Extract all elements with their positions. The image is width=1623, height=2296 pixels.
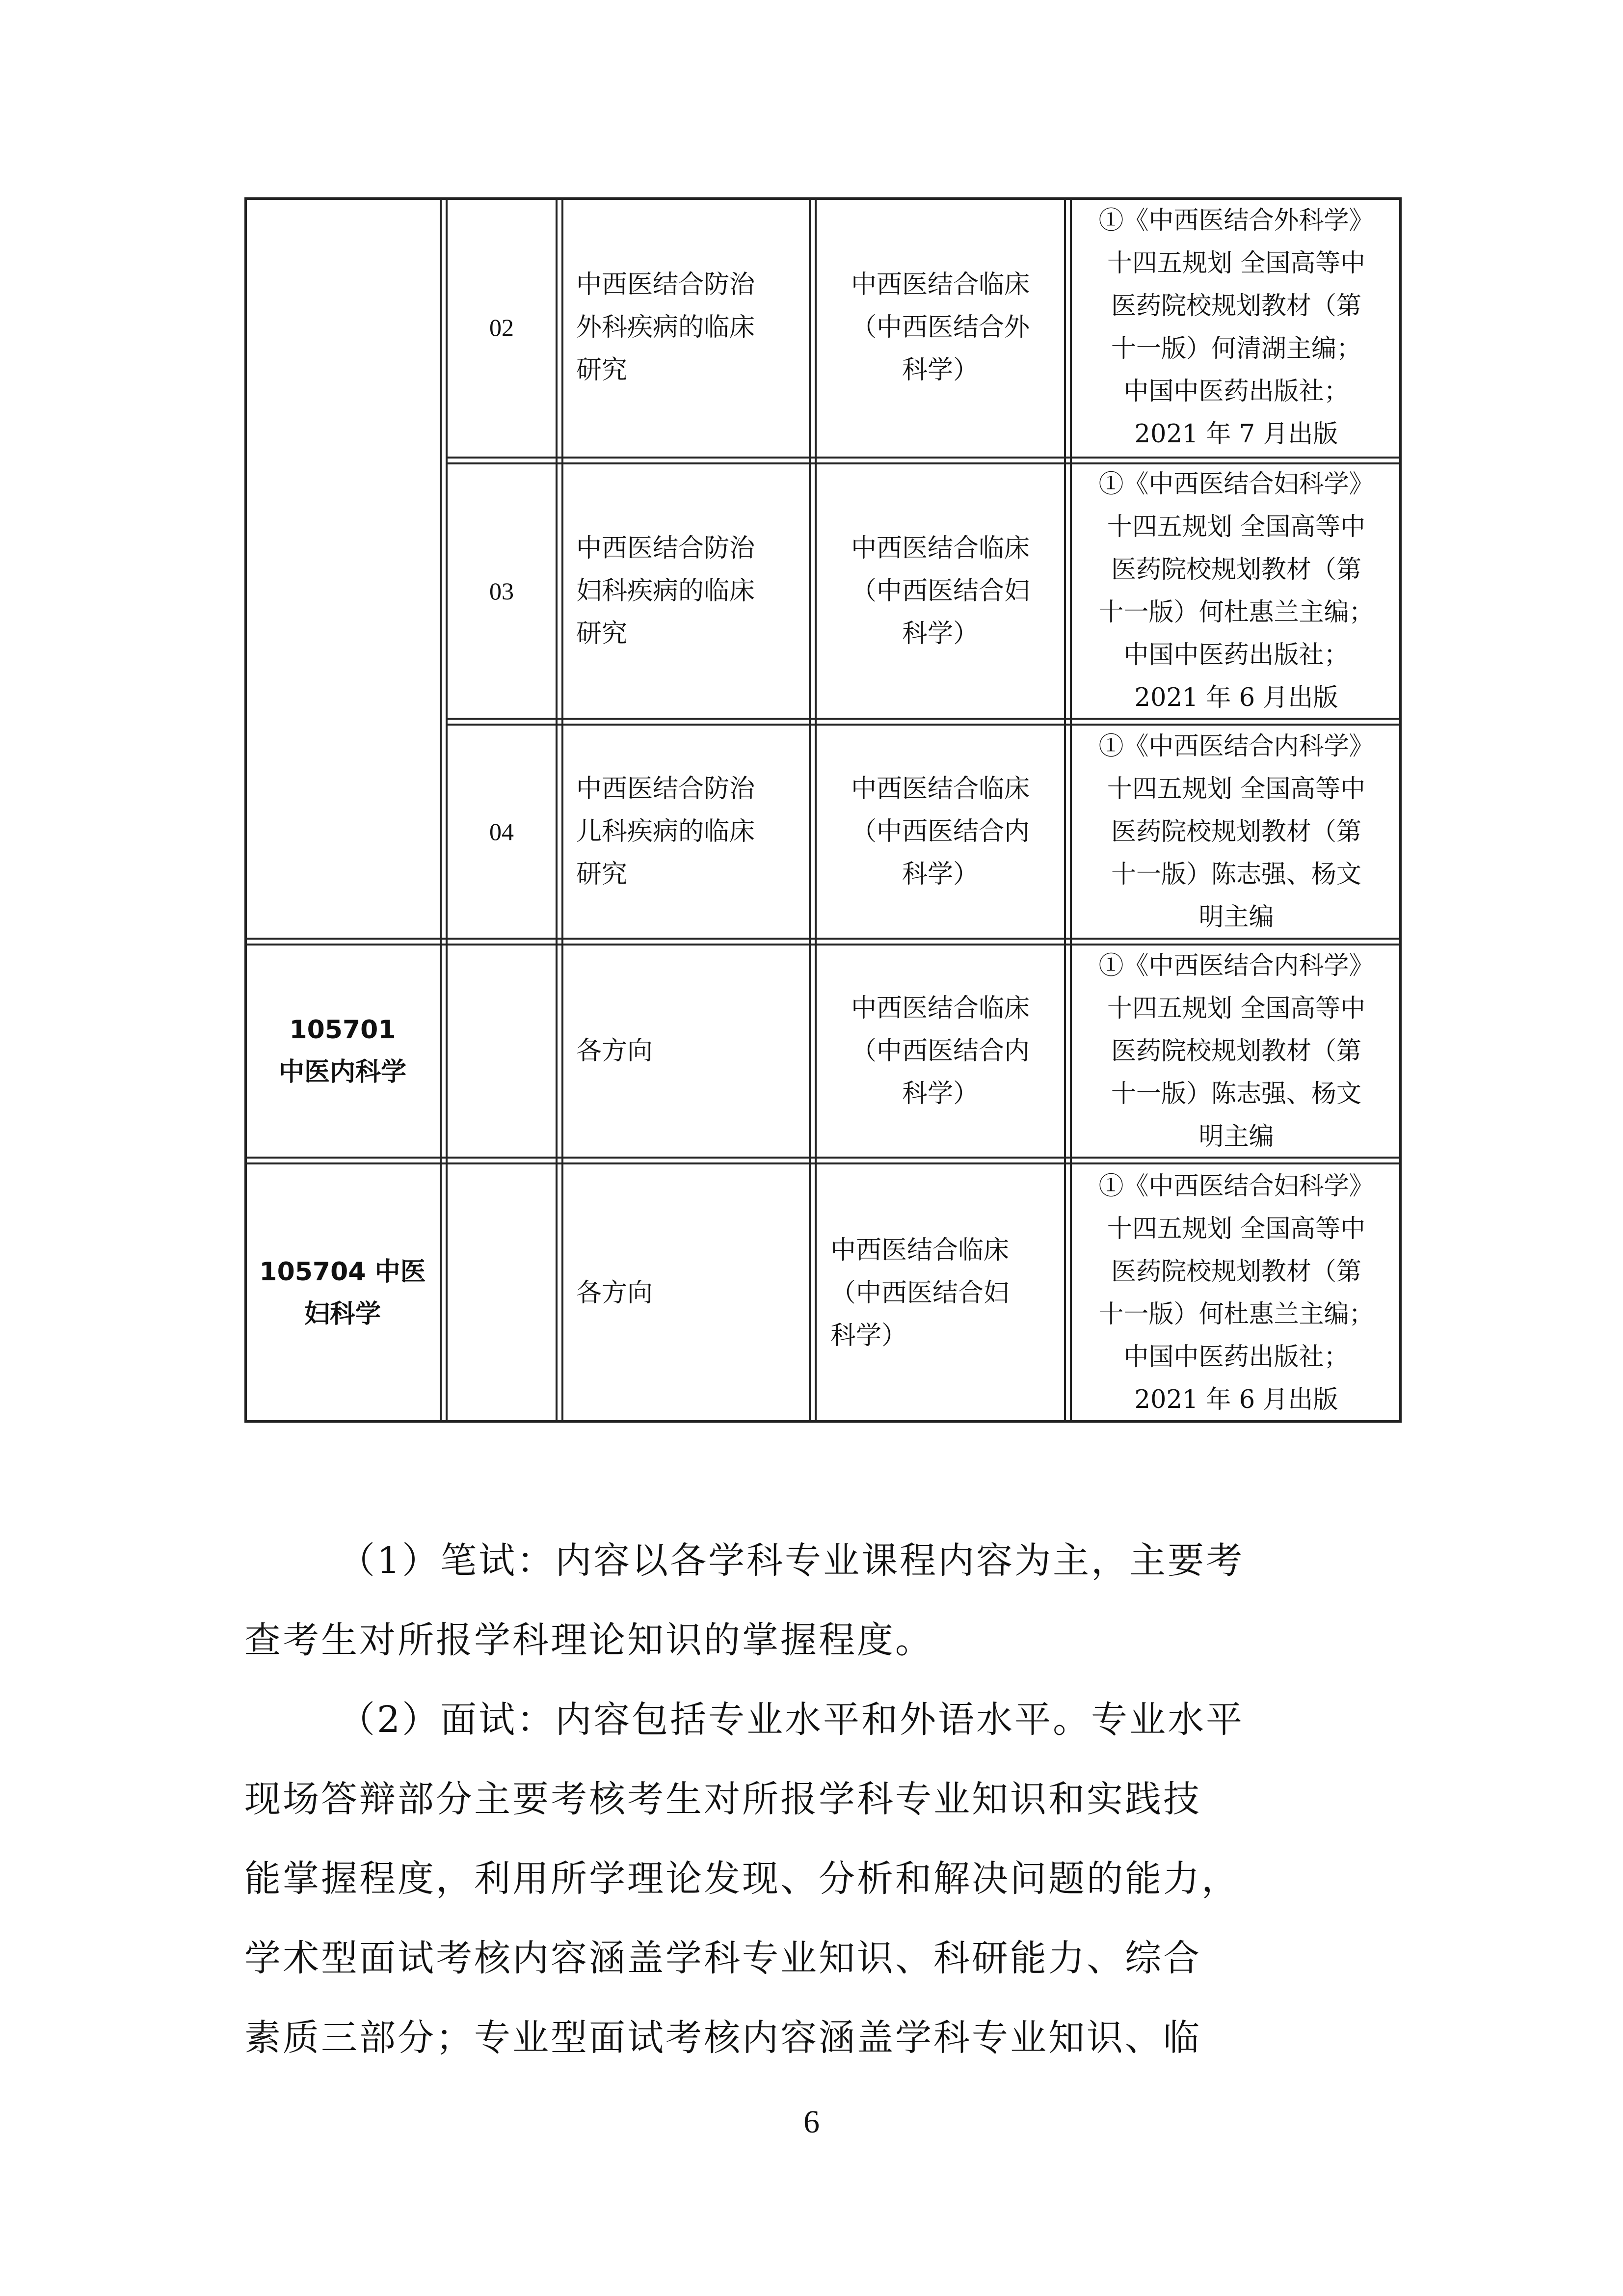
table-row-2-reference: ①《中西医结合妇科学》 十四五规划 全国高等中 医药院校规划教材（第 十一版）何杜惠兰主编； 中国中医药出版社； 2021 年 6 月出版 [1098, 470, 1374, 712]
table-row-2-code: 03 [489, 577, 514, 605]
paragraph-line-7: 素质三部分；专业型面试考核内容涵盖学科专业知识、临 [244, 2017, 1201, 2059]
table-row-4-major: 105701 中医内科学 [278, 1015, 406, 1087]
paragraph-line-6: 学术型面试考核内容涵盖学科专业知识、科研能力、综合 [244, 1937, 1201, 1979]
table-row-4-direction: 各方向 [576, 1036, 653, 1066]
table-row-3-code: 04 [489, 817, 514, 845]
paragraph-line-2: 查考生对所报学科理论知识的掌握程度。 [244, 1619, 933, 1661]
paragraph-line-4: 现场答辩部分主要考核考生对所报学科专业知识和实践技 [244, 1778, 1201, 1820]
admission-table [244, 197, 1402, 1423]
paragraph-line-5: 能掌握程度，利用所学理论发现、分析和解决问题的能力， [244, 1858, 1240, 1900]
table-row-2-subject: 中西医结合临床 （中西医结合妇 科学） [851, 533, 1030, 648]
table-row-4-code [447, 945, 557, 1158]
table-row-3-reference: ①《中西医结合内科学》 十四五规划 全国高等中 医药院校规划教材（第 十一版）陈志强、杨文 明主编 [1098, 731, 1374, 932]
table-row-1-reference: ①《中西医结合外科学》 十四五规划 全国高等中 医药院校规划教材（第 十一版）何清湖主编； 中国中医药出版社； 2021 年 7 月出版 [1098, 206, 1374, 449]
table-row-2-direction: 中西医结合防治 妇科疾病的临床 研究 [576, 533, 755, 648]
table-row-5-major: 105704 中医 妇科学 [259, 1257, 426, 1329]
table-row-3-direction: 中西医结合防治 儿科疾病的临床 研究 [576, 774, 755, 889]
table-row-5-code [447, 1163, 557, 1423]
table-row-5-direction: 各方向 [576, 1278, 653, 1308]
table-row-4-subject: 中西医结合临床 （中西医结合内 科学） [851, 993, 1030, 1108]
table-row-1-code: 02 [489, 313, 514, 341]
table-row-4-reference: ①《中西医结合内科学》 十四五规划 全国高等中 医药院校规划教材（第 十一版）陈志强、杨文 明主编 [1098, 951, 1374, 1151]
table-row-5-subject: 中西医结合临床 （中西医结合妇 科学） [830, 1235, 1010, 1351]
table-row-3-subject: 中西医结合临床 （中西医结合内 科学） [851, 774, 1030, 889]
table-row-1-subject: 中西医结合临床 （中西医结合外 科学） [851, 270, 1030, 385]
table-row-5-reference: ①《中西医结合妇科学》 十四五规划 全国高等中 医药院校规划教材（第 十一版）何杜惠兰主编； 中国中医药出版社； 2021 年 6 月出版 [1098, 1172, 1374, 1414]
page-number: 6 [803, 2104, 820, 2140]
paragraph-line-1: （1）笔试：内容以各学科专业课程内容为主，主要考 [339, 1540, 1245, 1582]
table-row-1-direction: 中西医结合防治 外科疾病的临床 研究 [576, 270, 755, 385]
paragraph-line-3: （2）面试：内容包括专业水平和外语水平。专业水平 [339, 1699, 1245, 1741]
